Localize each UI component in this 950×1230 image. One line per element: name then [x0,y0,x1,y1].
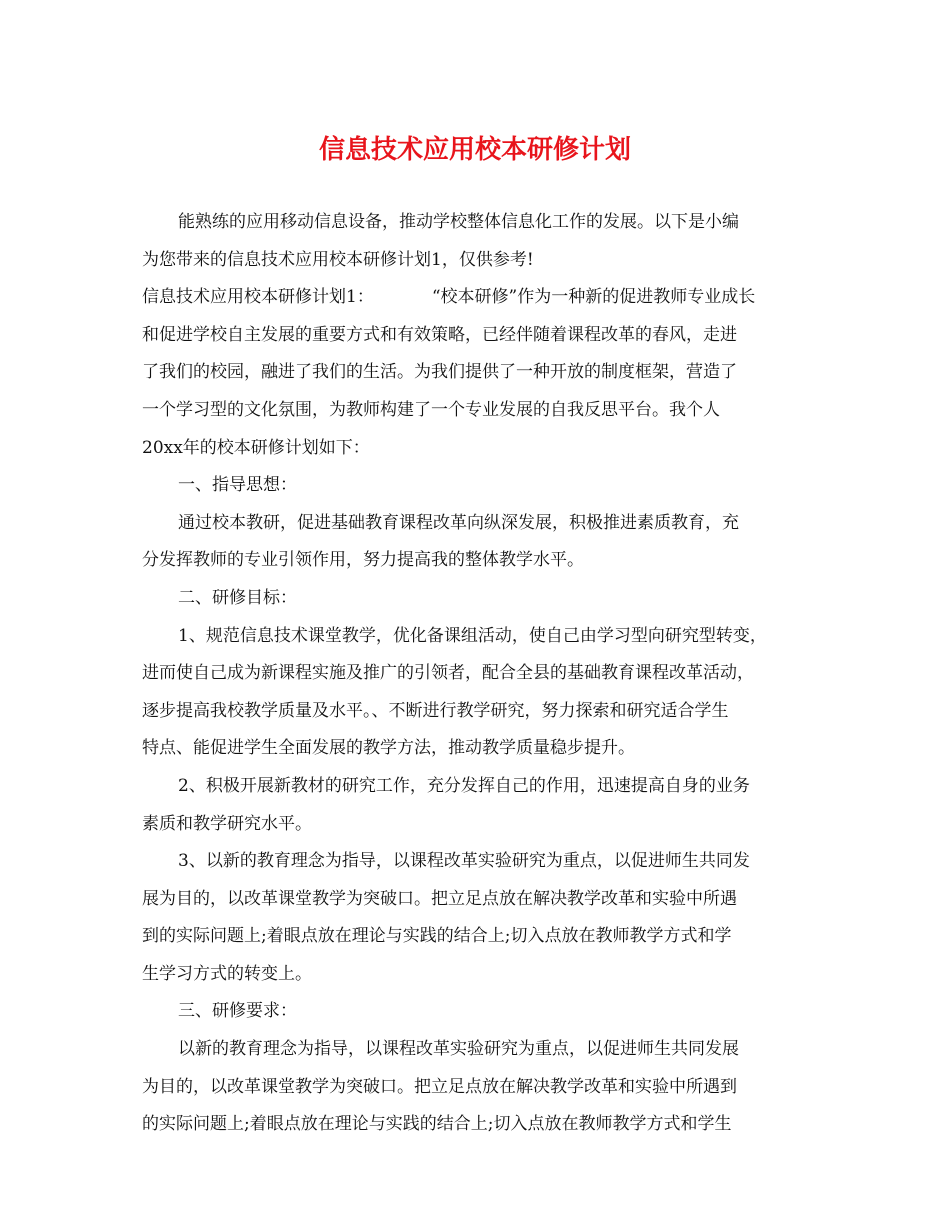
text-line: 通过校本教研，促进基础教育课程改革向纵深发展，积极推进素质教育，充 [178,512,739,533]
plan-heading: 信息技术应用校本研修计划1： [142,287,374,308]
text-line: 为您带来的信息技术应用校本研修计划1，仅供参考! [142,249,534,270]
text-line: 到的实际问题上;着眼点放在理论与实践的结合上;切入点放在教师教学方式和学 [142,926,732,947]
section-heading-requirements: 三、研修要求： [178,1001,297,1022]
text-line-composite [142,279,812,317]
text-line: 能熟练的应用移动信息设备，推动学校整体信息化工作的发展。以下是小编 [178,212,739,232]
text-line: 逐步提高我校教学质量及水平。、不断进行教学研究，努力探索和研究适合学生 [142,700,729,721]
text-line: 生学习方式的转变上。 [142,963,312,984]
document-title: 信息技术应用校本研修计划 [318,135,631,165]
text-line: 了我们的校园，融进了我们的生活。为我们提供了一种开放的制度框架，营造了 [142,362,737,383]
text-fragment: “校本研修”作为一种新的促进教师专业成长 [431,287,756,308]
section-heading-goals: 二、研修目标： [178,587,297,608]
text-line: 为目的，以改革课堂教学为突破口。把立足点放在解决教学改革和实验中所遇到 [142,1076,737,1097]
text-line: 20xx年的校本研修计划如下： [142,437,370,458]
text-line: 分发挥教师的专业引领作用，努力提高我的整体教学水平。 [142,550,584,571]
text-line: 素质和教学研究水平。 [142,813,312,834]
text-line: 以新的教育理念为指导，以课程改革实验研究为重点，以促进师生共同发展 [178,1039,739,1060]
text-line: 和促进学校自主发展的重要方式和有效策略，已经伴随着课程改革的春风，走进 [142,324,737,345]
text-line: 2、积极开展新教材的研究工作，充分发挥自己的作用，迅速提高自身的业务 [178,775,750,796]
text-line: 3、以新的教育理念为指导，以课程改革实验研究为重点，以促进师生共同发 [178,851,750,872]
text-line: 展为目的，以改革课堂教学为突破口。把立足点放在解决教学改革和实验中所遇 [142,888,737,909]
text-line: 的实际问题上;着眼点放在理论与实践的结合上;切入点放在教师教学方式和学生 [142,1114,732,1135]
text-line: 进而使自己成为新课程实施及推广的引领者，配合全县的基础教育课程改革活动， [142,663,754,684]
section-heading-guiding-thought: 一、指导思想： [178,475,297,496]
text-line: 特点、能促进学生全面发展的教学方法，推动教学质量稳步提升。 [142,738,635,759]
text-line: 一个学习型的文化氛围，为教师构建了一个专业发展的自我反思平台。我个人 [142,399,720,420]
document-body [142,204,812,1144]
text-line: 1、规范信息技术课堂教学，优化备课组活动，使自己由学习型向研究型转变， [178,625,767,646]
